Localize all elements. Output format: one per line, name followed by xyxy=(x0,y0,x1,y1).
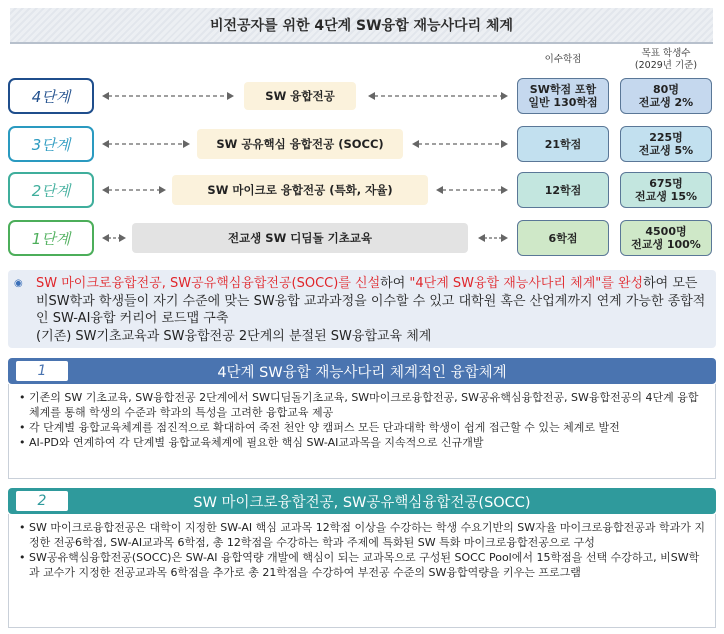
target-column-header xyxy=(620,48,712,72)
stage-3-credits xyxy=(517,126,609,162)
stage-4-target-line1: 80명 xyxy=(653,83,679,96)
stage-4-target-line2: 전교생 2% xyxy=(638,96,694,109)
stage-1-left-arrow xyxy=(102,233,126,243)
stage-2-target-line1: 675명 xyxy=(649,177,683,190)
stage-1-label: 1단계 xyxy=(8,220,94,256)
stage-2-credits xyxy=(517,172,609,208)
section-1-number: 1 xyxy=(16,361,68,381)
section-2-header xyxy=(8,488,716,514)
stage-4-credits-line2: 일반 130학점 xyxy=(528,96,598,109)
summary-line-3: (기존) SW기초교육과 SW융합전공 2단계의 분절된 SW융합교육 체계 xyxy=(36,328,432,344)
stage-4-credits-line1: SW학점 포함 xyxy=(529,83,597,96)
stage-4-target xyxy=(620,78,712,114)
summary-text-2: 하여 모든 비SW학과 학생들이 자기 수준에 맞는 SW융합 교과과정을 이수할 수 있고 대학원 혹은 산업계까지 연계 가능한 종합적인 SW-AI융합 커리어 로드맵 구축 xyxy=(36,276,706,326)
stage-2-credits-line1: 12학점 xyxy=(544,183,582,197)
list-item: • 기존의 SW 기초교육, SW융합전공 2단계에서 SW디딤돌기초교육, SW마이크로융합전공, SW공유핵심융합전공, SW융합전공의 4단계 융합체계를 통해 학생의 수준과 학과의 특성을 고려한 융합교육 제공 xyxy=(19,390,707,420)
summary-text xyxy=(36,275,706,345)
stage-4-credits xyxy=(517,78,609,114)
stage-1-right-arrow xyxy=(478,233,508,243)
stage-1-credits-line1: 6학점 xyxy=(548,231,578,245)
target-header-line1: 목표 학생수 xyxy=(641,48,691,59)
stage-2-target-line2: 전교생 15% xyxy=(634,190,698,203)
bullet-icon: ◉ xyxy=(14,278,23,289)
stage-4-right-arrow xyxy=(368,91,508,101)
stage-3-target-line1: 225명 xyxy=(649,131,683,144)
stage-2-target xyxy=(620,172,712,208)
stage-2-left-arrow xyxy=(102,185,166,195)
stage-4-program: SW 융합전공 xyxy=(244,82,356,110)
stage-3-credits-line1: 21학점 xyxy=(544,137,582,151)
section-1-title: 4단계 SW융합 재능사다리 체계적인 융합체계 xyxy=(217,364,507,381)
section-1-header xyxy=(8,358,716,384)
list-item: • AI-PD와 연계하여 각 단계별 융합교육체계에 필요한 핵심 SW-AI교과목을 지속적으로 신규개발 xyxy=(19,435,707,450)
page-title: 비전공자를 위한 4단계 SW융합 재능사다리 체계 xyxy=(10,8,713,44)
stage-3-label: 3단계 xyxy=(8,126,94,162)
stage-3-right-arrow xyxy=(412,139,508,149)
summary-box xyxy=(8,270,716,348)
stage-3-left-arrow xyxy=(102,139,190,149)
stage-1-credits xyxy=(517,220,609,256)
summary-text-1: 하여 xyxy=(380,276,410,291)
list-item: • SW 마이크로융합전공은 대학이 지정한 SW-AI 핵심 교과목 12학점 이상을 수강하는 학생 수요기반의 SW자율 마이크로융합전공과 학과가 지정한 전공6학점, SW-AI교과목 6학점, 총 12학점을 수강하는 학과 주제에 특화된 SW 특화 마이크로융합전공으로 구성 xyxy=(19,520,707,550)
section-2-body xyxy=(8,514,716,628)
list-item: • 각 단계별 융합교육체계를 점진적으로 확대하여 죽전 천안 양 캠퍼스 모든 단과대학 학생이 쉽게 접근할 수 있는 체계로 발전 xyxy=(19,420,707,435)
stage-3-program: SW 공유핵심 융합전공 (SOCC) xyxy=(197,129,403,159)
section-2-number: 2 xyxy=(16,491,68,511)
stage-1-target-line1: 4500명 xyxy=(645,225,687,238)
stage-2-label: 2단계 xyxy=(8,172,94,208)
stage-3-target-line2: 전교생 5% xyxy=(638,144,694,157)
list-item: • SW공유핵심융합전공(SOCC)은 SW-AI 융합역량 개발에 핵심이 되는 교과목으로 구성된 SOCC Pool에서 15학점을 선택 수강하고, 비SW학과 교수가 지정한 전공교과목 6학점을 추가로 총 21학점을 수강하여 부전공 수준의 SW융합역량을 키우는 프로그램 xyxy=(19,550,707,580)
stage-4-label: 4단계 xyxy=(8,78,94,114)
section-1-body xyxy=(8,384,716,479)
summary-highlight-2: "4단계 SW융합 재능사다리 체계"를 완성 xyxy=(409,276,644,291)
target-header-line2: (2029년 기준) xyxy=(634,60,698,71)
stage-1-program: 전교생 SW 디딤돌 기초교육 xyxy=(132,223,468,253)
stage-2-right-arrow xyxy=(436,185,508,195)
stage-4-left-arrow xyxy=(102,91,234,101)
summary-highlight-1: SW 마이크로융합전공, SW공유핵심융합전공(SOCC)를 신설 xyxy=(36,276,381,291)
stage-1-target xyxy=(620,220,712,256)
section-2-title: SW 마이크로융합전공, SW공유핵심융합전공(SOCC) xyxy=(193,494,531,511)
credits-column-header: 이수학점 xyxy=(544,54,582,65)
stage-1-target-line2: 전교생 100% xyxy=(631,238,701,251)
stage-2-program: SW 마이크로 융합전공 (특화, 자율) xyxy=(172,175,428,205)
stage-3-target xyxy=(620,126,712,162)
